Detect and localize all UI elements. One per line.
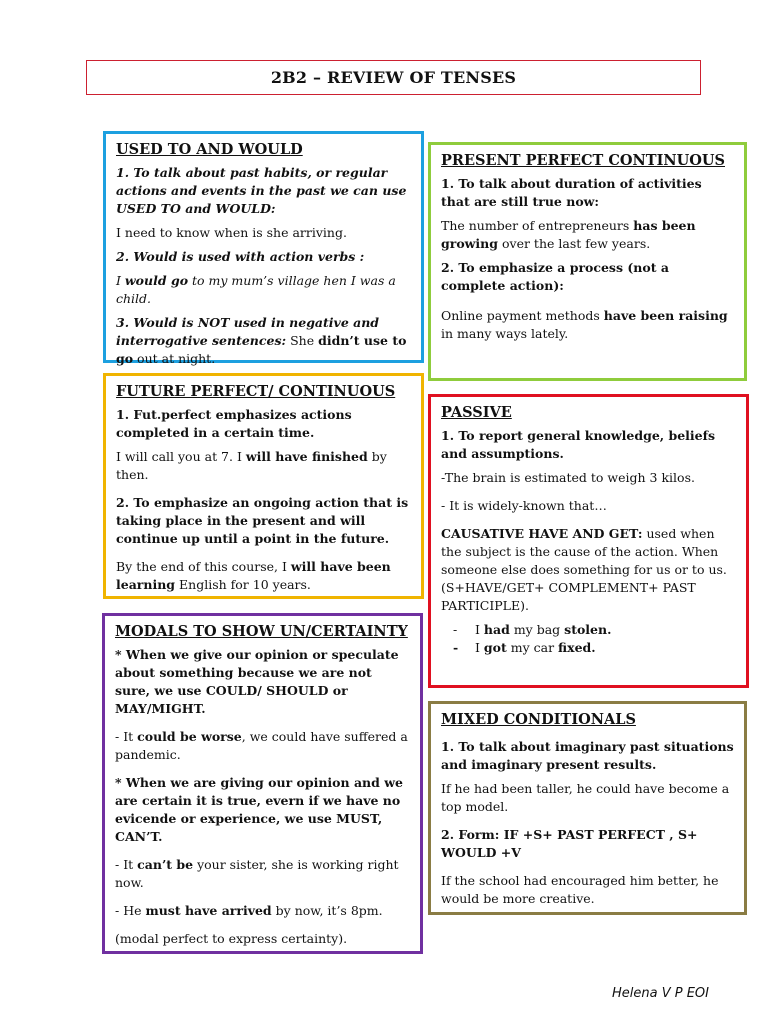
- example-1: If he had been taller, he could have become a top model.: [441, 781, 730, 814]
- card-mixed-conditionals: [428, 701, 747, 915]
- card-heading: MODALS TO SHOW UN/CERTAINTY: [115, 623, 408, 640]
- rule-1: 1. To talk about duration of activities that are still true now:: [441, 176, 702, 209]
- page-title: 2B2 – REVIEW OF TENSES: [86, 60, 701, 95]
- rule-1: * When we give our opinion or speculate about something because we are not sure, we use COULD/ SHOULD or MAY/MIGHT.: [115, 647, 399, 716]
- example-1: -The brain is estimated to weigh 3 kilos.: [441, 470, 695, 485]
- example-2: - It can’t be your sister, she is working right now.: [115, 857, 399, 890]
- example-1: - It could be worse, we could have suffered a pandemic.: [115, 729, 408, 762]
- list-item: - I had my bag stolen.: [453, 622, 612, 637]
- note: (modal perfect to express certainty).: [115, 931, 348, 946]
- example-3: - He must have arrived by now, it’s 8pm.: [115, 903, 383, 918]
- card-heading: FUTURE PERFECT/ CONTINUOUS: [116, 383, 396, 400]
- rule-1: 1. Fut.perfect emphasizes actions completed in a certain time.: [116, 407, 352, 440]
- causative-examples: [441, 621, 736, 657]
- card-heading: USED TO AND WOULD: [116, 141, 303, 158]
- card-passive: [428, 394, 749, 688]
- card-present-perfect-continuous: [428, 142, 747, 381]
- example-2: I would go to my mum’s village hen I was a child.: [116, 273, 396, 306]
- example-2: Online payment methods have been raising in many ways lately.: [441, 308, 728, 341]
- example-2: By the end of this course, I will have been learning English for 10 years.: [116, 559, 391, 592]
- rule-2: 2. Form: IF +S+ PAST PERFECT , S+ WOULD +V: [441, 827, 698, 860]
- rule-2: 2. Would is used with action verbs :: [116, 249, 365, 264]
- card-heading: PRESENT PERFECT CONTINUOUS: [441, 152, 725, 169]
- author-footer: Helena V P EOI: [612, 986, 709, 1001]
- causative-rule: CAUSATIVE HAVE AND GET: used when the subject is the cause of the action. When someone else does something for us or to us. (S+HAVE/GET+ COMPLEMENT+ PAST PARTICIPLE).: [441, 526, 727, 613]
- card-used-to-would: [103, 131, 424, 366]
- rule-2: 2. To emphasize an ongoing action that is taking place in the present and will continue up until a point in the future.: [116, 495, 409, 546]
- example-2: - It is widely-known that…: [441, 498, 607, 513]
- example-1: I need to know when is she arriving.: [116, 225, 347, 240]
- rule-1: 1. To report general knowledge, beliefs and assumptions.: [441, 428, 716, 461]
- list-item: - I got my car fixed.: [453, 640, 596, 655]
- rule-1: 1. To talk about past habits, or regular actions and events in the past we can use USED TO and WOULD:: [116, 165, 407, 216]
- rule-3: 3. Would is NOT used in negative and interrogative sentences: She didn’t use to go out at night.: [116, 315, 407, 366]
- rule-2: 2. To emphasize a process (not a complete action):: [441, 260, 669, 293]
- card-modals-certainty: [102, 613, 423, 954]
- card-heading: MIXED CONDITIONALS: [441, 711, 636, 728]
- card-heading: PASSIVE: [441, 404, 512, 421]
- card-future-perfect: [103, 373, 424, 599]
- example-1: I will call you at 7. I will have finished by then.: [116, 449, 387, 482]
- rule-2: * When we are giving our opinion and we are certain it is true, evern if we have no evicende or experience, we use MUST, CAN’T.: [115, 775, 403, 844]
- example-2: If the school had encouraged him better, he would be more creative.: [441, 873, 719, 906]
- rule-1: 1. To talk about imaginary past situations and imaginary present results.: [441, 739, 734, 772]
- example-1: The number of entrepreneurs has been growing over the last few years.: [441, 218, 696, 251]
